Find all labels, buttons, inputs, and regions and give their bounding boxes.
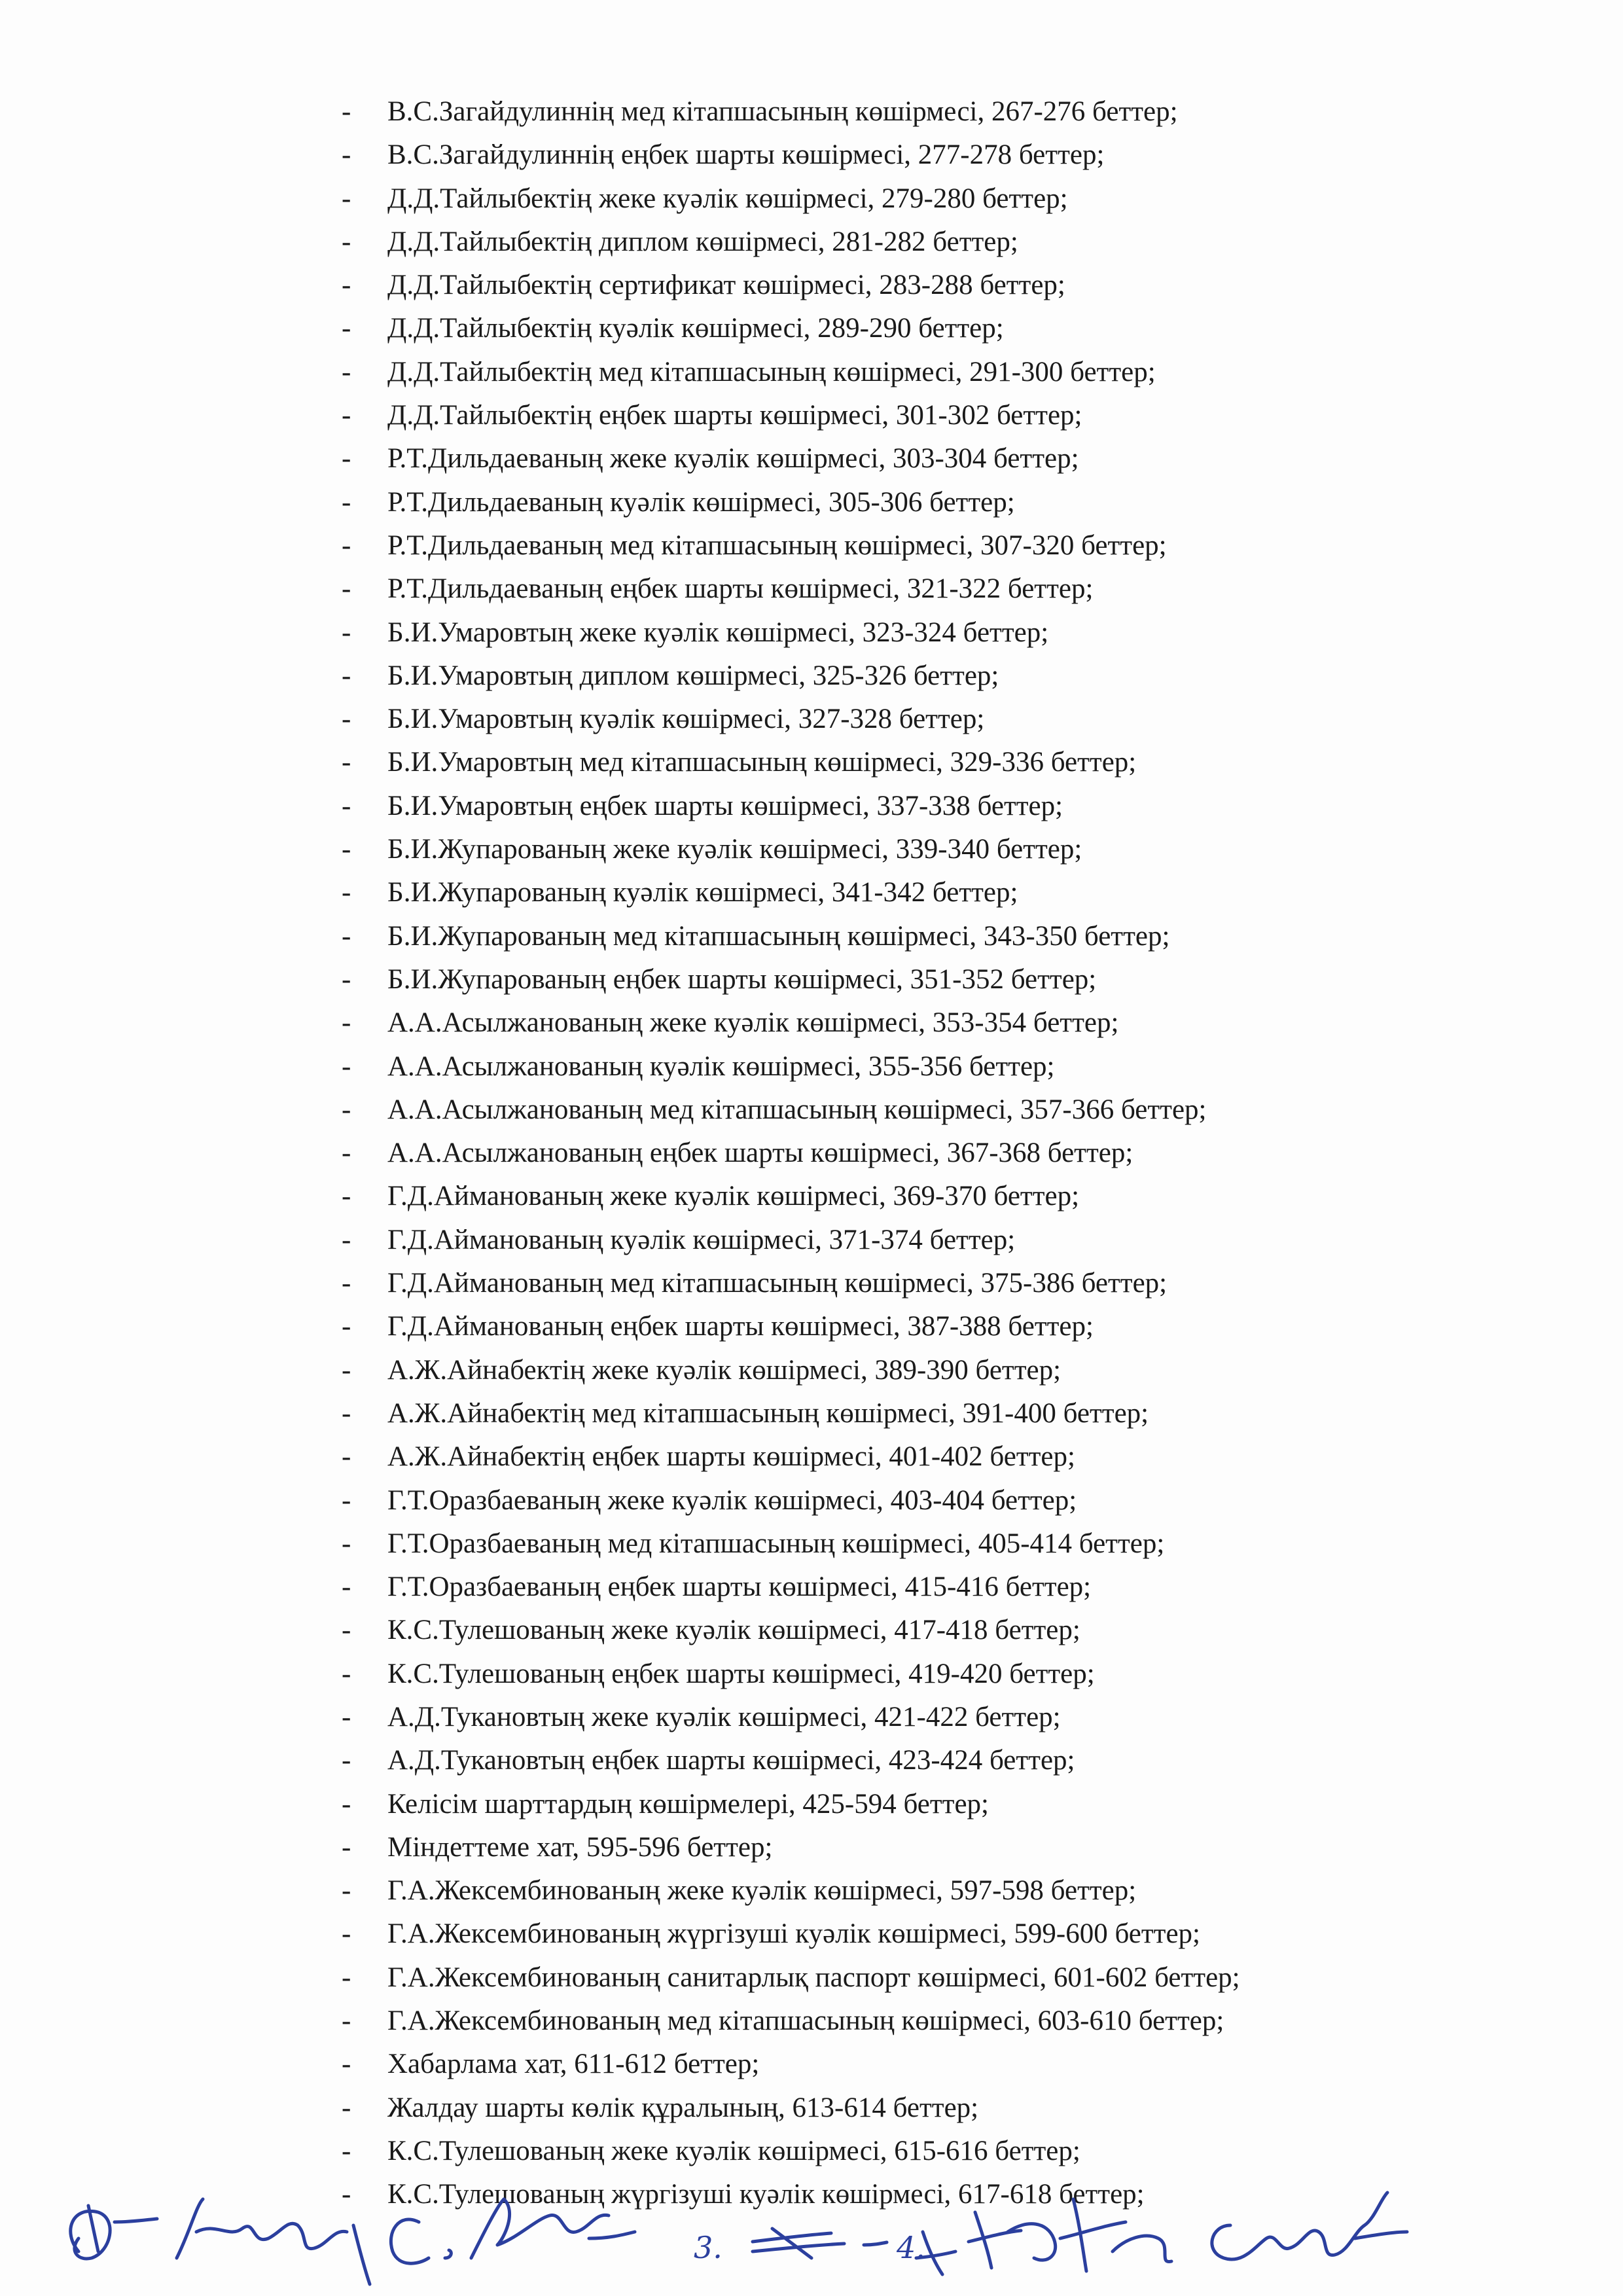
list-item-text: Р.Т.Дильдаеваның куәлік көшірмесі, 305-306 беттер; [387,486,1015,518]
list-item-text: К.С.Тулешованың жеке куәлік көшірмесі, 615-616 беттер; [387,2135,1080,2166]
list-item [342,958,1240,1001]
signature-2 [177,2199,370,2284]
list-bullet: - [342,443,351,475]
list-item [342,1479,1240,1522]
list-bullet: - [342,1658,351,1689]
list-item [342,524,1240,567]
list-item-text: Д.Д.Тайлыбектің еңбек шарты көшірмесі, 301-302 беттер; [387,400,1082,431]
list-item-text: А.Ж.Айнабектің еңбек шарты көшірмесі, 401-402 беттер; [387,1441,1075,1473]
list-item [342,785,1240,828]
list-item-text: Г.Т.Оразбаеваның еңбек шарты көшірмесі, 415-416 беттер; [387,1571,1092,1603]
document-item-list [342,90,1240,2217]
list-item [342,1696,1240,1739]
list-item-text: Г.Д.Аймановaның мед кітапшасының көшірмесі, 375-386 беттер; [387,1268,1168,1299]
list-item-text: А.А.Асылжанованың еңбек шарты көшірмесі, 367-368 беттер; [387,1138,1133,1169]
list-item-text: А.Ж.Айнабектің мед кітапшасының көшірмесі, 391-400 беттер; [387,1397,1149,1429]
list-item [342,1001,1240,1045]
list-bullet: - [342,877,351,908]
list-item [342,698,1240,741]
list-bullet: - [342,313,351,344]
list-item [342,1783,1240,1826]
list-item [342,2087,1240,2130]
list-bullet: - [342,356,351,387]
list-bullet: - [342,1918,351,1950]
list-item-text: Б.И.Умаровтың диплом көшірмесі, 325-326 беттер; [387,660,999,691]
list-bullet: - [342,1788,351,1820]
list-item [342,481,1240,524]
list-bullet: - [342,1224,351,1255]
list-item-text: Г.А.Жексембинованың мед кітапшасының көшірмесі, 603-610 беттер; [387,2005,1224,2037]
list-bullet: - [342,1311,351,1342]
list-item-text: Г.А.Жексембинованың жүргізуші куәлік көшірмесі, 599-600 беттер; [387,1918,1200,1950]
date-mark-3: 3. [694,2230,722,2265]
list-item-text: Р.Т.Дильдаеваның мед кітапшасының көшірмесі, 307-320 беттер; [387,529,1167,561]
list-item [342,437,1240,480]
list-item [342,1826,1240,1869]
list-item-text: Б.И.Жупарованың еңбек шарты көшірмесі, 351-352 беттер; [387,963,1097,995]
list-bullet: - [342,96,351,127]
signature-3 [391,2199,635,2263]
list-bullet: - [342,1484,351,1516]
list-item-text: А.Ж.Айнабектің жеке куәлік көшірмесі, 389-390 беттер; [387,1354,1061,1386]
list-item [342,2043,1240,2086]
list-item-text: Г.Д.Аймановaның жеке куәлік көшірмесі, 369-370 беттер; [387,1181,1080,1212]
list-item-text: А.Д.Тукановтың жеке куәлік көшірмесі, 421-422 беттер; [387,1701,1061,1732]
list-bullet: - [342,1571,351,1603]
list-item [342,915,1240,958]
list-bullet: - [342,183,351,214]
list-item-text: Б.И.Жупарованың жеке куәлік көшірмесі, 339-340 беттер; [387,834,1082,865]
list-item-text: Г.А.Жексембинованың санитарлық паспорт көшірмесі, 601-602 беттер; [387,1962,1240,1993]
list-item-text: Д.Д.Тайлыбектің жеке куәлік көшірмесі, 279-280 беттер; [387,183,1068,214]
list-bullet: - [342,2092,351,2123]
list-item [342,221,1240,264]
list-item [342,1219,1240,1262]
list-item [342,1349,1240,1392]
list-item [342,1522,1240,1566]
list-item-text: Д.Д.Тайлыбектің мед кітапшасының көшірмесі, 291-300 беттер; [387,356,1156,387]
list-item-text: К.С.Тулешованың жеке куәлік көшірмесі, 417-418 беттер; [387,1615,1080,1646]
list-bullet: - [342,1268,351,1299]
list-bullet: - [342,2135,351,2166]
signature-4 [916,2212,1021,2274]
list-bullet: - [342,1094,351,1125]
list-bullet: - [342,1138,351,1169]
list-item [342,1566,1240,1609]
list-item [342,1045,1240,1088]
list-item-text: В.С.Загайдулиннің еңбек шарты көшірмесі, 277-278 беттер; [387,139,1105,171]
list-bullet: - [342,270,351,301]
list-item [342,394,1240,437]
list-bullet: - [342,1831,351,1863]
list-item [342,1305,1240,1348]
list-item-text: Міндеттеме хат, 595-596 беттер; [387,1831,773,1863]
list-item-text: К.С.Тулешованың еңбек шарты көшірмесі, 419-420 беттер; [387,1658,1095,1689]
list-item-text: Д.Д.Тайлыбектің куәлік көшірмесі, 289-290 беттер; [387,313,1004,344]
list-bullet: - [342,1745,351,1776]
date-stroke [753,2229,887,2258]
list-bullet: - [342,1615,351,1646]
list-bullet: - [342,963,351,995]
list-item [342,1132,1240,1175]
list-item-text: А.А.Асылжанованың куәлік көшірмесі, 355-356 беттер; [387,1050,1055,1082]
list-bullet: - [342,573,351,605]
list-bullet: - [342,1701,351,1732]
list-item-text: В.С.Загайдулиннің мед кітапшасының көшірмесі, 267-276 беттер; [387,96,1178,127]
list-item [342,1912,1240,1956]
list-bullet: - [342,1181,351,1212]
list-bullet: - [342,1528,351,1559]
list-item [342,741,1240,784]
list-item [342,2000,1240,2043]
list-bullet: - [342,2049,351,2080]
list-item-text: Г.А.Жексембинованың жеке куәлік көшірмесі, 597-598 беттер; [387,1875,1137,1907]
list-bullet: - [342,1397,351,1429]
list-item-text: Келісім шарттардың көшірмелері, 425-594 беттер; [387,1788,989,1820]
list-item [342,134,1240,177]
list-item [342,1262,1240,1305]
list-item [342,1653,1240,1696]
list-item [342,1088,1240,1132]
list-item [342,1956,1240,2000]
handwritten-signatures [0,2160,1623,2296]
list-bullet: - [342,139,351,171]
list-bullet: - [342,2005,351,2037]
list-bullet: - [342,920,351,952]
list-item-text: Б.И.Умаровтың еңбек шарты көшірмесі, 337-338 беттер; [387,790,1063,821]
signature-5 [1008,2199,1171,2271]
list-item [342,90,1240,134]
list-bullet: - [342,1962,351,1993]
list-item-text: А.А.Асылжанованың жеке куәлік көшірмесі, 353-354 беттер; [387,1007,1119,1039]
list-item-text: Д.Д.Тайлыбектің диплом көшірмесі, 281-282 беттер; [387,226,1018,257]
list-item [342,828,1240,871]
list-item [342,307,1240,350]
list-item [342,1435,1240,1479]
list-item-text: Б.И.Умаровтың куәлік көшірмесі, 327-328 беттер; [387,704,985,735]
list-item [342,1609,1240,1652]
list-item-text: Хабарлама хат, 611-612 беттер; [387,2049,760,2080]
list-bullet: - [342,747,351,778]
list-bullet: - [342,1007,351,1039]
list-bullet: - [342,1441,351,1473]
list-item [342,1175,1240,1218]
list-item-text: Б.И.Умаровтың мед кітапшасының көшірмесі, 329-336 беттер; [387,747,1137,778]
list-bullet: - [342,529,351,561]
list-bullet: - [342,1354,351,1386]
list-item [342,177,1240,221]
signature-1 [71,2206,157,2259]
list-item-text: Д.Д.Тайлыбектің сертификат көшірмесі, 283-288 беттер; [387,270,1065,301]
signature-6 [1212,2193,1407,2259]
date-mark-4: 4. [897,2230,925,2265]
list-item [342,611,1240,655]
list-bullet: - [342,834,351,865]
list-bullet: - [342,486,351,518]
list-item-text: Г.Т.Оразбаеваның мед кітапшасының көшірмесі, 405-414 беттер; [387,1528,1165,1559]
list-item-text: Р.Т.Дильдаеваның жеке куәлік көшірмесі, 303-304 беттер; [387,443,1079,475]
list-bullet: - [342,704,351,735]
list-bullet: - [342,1050,351,1082]
list-bullet: - [342,660,351,691]
list-item [342,655,1240,698]
list-bullet: - [342,617,351,648]
list-item-text: Б.И.Жупарованың мед кітапшасының көшірмесі, 343-350 беттер; [387,920,1170,952]
list-item [342,351,1240,394]
list-bullet: - [342,400,351,431]
list-bullet: - [342,2179,351,2210]
list-item [342,1739,1240,1782]
list-item [342,264,1240,307]
list-item-text: А.А.Асылжанованың мед кітапшасының көшірмесі, 357-366 беттер; [387,1094,1207,1125]
list-item-text: Б.И.Жупарованың куәлік көшірмесі, 341-342 беттер; [387,877,1018,908]
list-item [342,567,1240,611]
list-item-text: К.С.Тулешованың жүргізуші куәлік көшірмесі, 617-618 беттер; [387,2179,1145,2210]
list-item-text: Жалдау шарты көлік құралының, 613-614 беттер; [387,2092,979,2123]
list-bullet: - [342,226,351,257]
list-item-text: Г.Д.Аймановaның куәлік көшірмесі, 371-374 беттер; [387,1224,1016,1255]
list-bullet: - [342,790,351,821]
list-item-text: Г.Д.Аймановaның еңбек шарты көшірмесі, 387-388 беттер; [387,1311,1094,1342]
list-item-text: Р.Т.Дильдаеваның еңбек шарты көшірмесі, 321-322 беттер; [387,573,1094,605]
list-item-text: Г.Т.Оразбаеваның жеке куәлік көшірмесі, 403-404 беттер; [387,1484,1077,1516]
list-item [342,1869,1240,1912]
list-item [342,871,1240,914]
list-item-text: А.Д.Тукановтың еңбек шарты көшірмесі, 423-424 беттер; [387,1745,1075,1776]
list-item [342,1392,1240,1435]
list-bullet: - [342,1875,351,1907]
list-item-text: Б.И.Умаровтың жеке куәлік көшірмесі, 323-324 беттер; [387,617,1049,648]
